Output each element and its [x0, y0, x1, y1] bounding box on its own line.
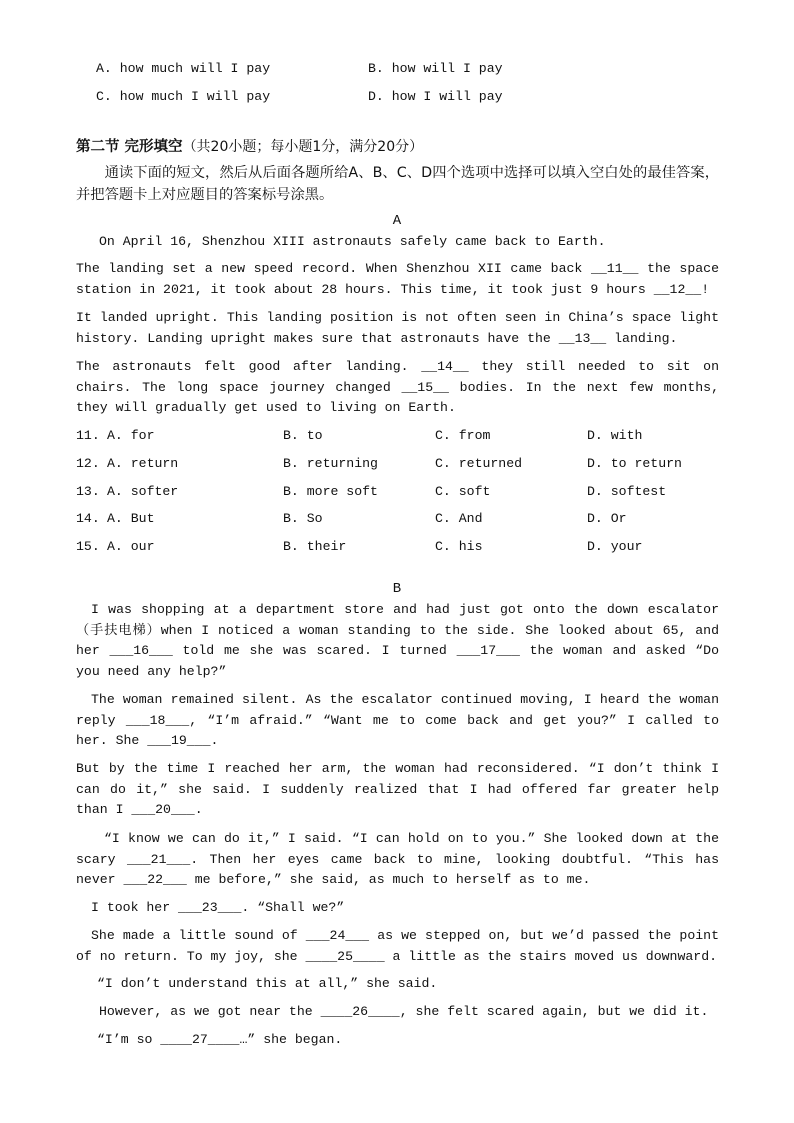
passage-b-p4: “I know we can do it,” I said. “I can hold on to you.” She looked down at the scary ___21___. Then her eyes came back to mine, looking doubtful. “This has never ___22___ me before,” she said, as much to herself as to me.: [76, 831, 719, 888]
question-number: 14.: [76, 511, 100, 526]
question-option-b: B. returning: [283, 456, 378, 471]
prev-option-d: D. how I will pay: [368, 89, 503, 104]
question-option-c: C. soft: [435, 484, 491, 499]
passage-a-label: A: [392, 213, 402, 229]
question-option-a: A. softer: [107, 484, 179, 499]
passage-b-p2: The woman remained silent. As the escalator continued moving, I heard the woman reply ___18___, “I’m afraid.” “Want me to come back and get you?” I called to her. She ___19___.: [76, 692, 719, 749]
passage-b-p6: She made a little sound of ___24___ as we stepped on, but we’d passed the point of no return. To my joy, she ____25____ a little as the stairs moved us downward.: [76, 928, 719, 964]
question-option-c: C. returned: [435, 456, 523, 471]
passage-b-p5: I took her ___23___. “Shall we?”: [91, 900, 345, 915]
passage-b-p7: “I don’t understand this at all,” she said.: [97, 976, 438, 991]
passage-a-p4: The astronauts felt good after landing. __14__ they still needed to sit on chairs. The long space journey changed __15__ bodies. In the next few months, they will gradually get used to living on Earth.: [76, 359, 719, 416]
question-number: 12.: [76, 456, 100, 471]
question-option-b: B. more soft: [283, 484, 378, 499]
question-option-d: D. with: [587, 428, 643, 443]
passage-b-p1: I was shopping at a department store and had just got onto the down escalator（手扶电梯）when I noticed a woman standing to the side. She looked about 65, and her ___16___ told me she was scared. I turned ___17___ the woman and asked “Do you need any help?”: [76, 602, 719, 679]
passage-a-p3: It landed upright. This landing position is not often seen in China’s space light history. Landing upright makes sure that astronauts have the __13__ landing.: [76, 310, 719, 346]
question-option-a: A. return: [107, 456, 179, 471]
question-option-d: D. softest: [587, 484, 667, 499]
question-option-a: A. But: [107, 511, 155, 526]
passage-a-p2: The landing set a new speed record. When Shenzhou XII came back __11__ the space station in 2021, it took about 28 hours. This time, it took just 9 hours __12__!: [76, 261, 719, 297]
question-option-b: B. to: [283, 428, 323, 443]
question-option-b: B. their: [283, 539, 347, 554]
section-instructions: 通读下面的短文，然后从后面各题所给A、B、C、D四个选项中选择可以填入空白处的最佳答案，并把答题卡上对应题目的答案标号涂黑。: [76, 165, 719, 203]
prev-option-a: A. how much will I pay: [96, 61, 271, 76]
question-number: 13.: [76, 484, 100, 499]
question-number: 11.: [76, 428, 100, 443]
prev-option-c: C. how much I will pay: [96, 89, 271, 104]
passage-b-p8: However, as we got near the ____26____, she felt scared again, but we did it.: [99, 1004, 709, 1019]
question-option-c: C. his: [435, 539, 483, 554]
question-option-a: A. for: [107, 428, 155, 443]
question-option-c: C. from: [435, 428, 491, 443]
passage-b-p3: But by the time I reached her arm, the woman had reconsidered. “I don’t think I can do it,” she said. I suddenly realized that I had offered far greater help than I ___20___.: [76, 761, 719, 818]
passage-b-p9: “I’m so ____27____…” she began.: [97, 1032, 343, 1047]
question-option-c: C. And: [435, 511, 483, 526]
passage-a-p1: On April 16, Shenzhou XIII astronauts safely came back to Earth.: [99, 234, 606, 249]
section-score: （共20小题；每小题1分，满分20分）: [182, 139, 424, 155]
passage-b-label: B: [392, 581, 402, 597]
question-option-d: D. Or: [587, 511, 627, 526]
question-option-b: B. So: [283, 511, 323, 526]
section-title: 第二节 完形填空: [76, 139, 183, 155]
question-option-d: D. your: [587, 539, 643, 554]
section-heading: [76, 135, 423, 156]
question-option-d: D. to return: [587, 456, 682, 471]
question-option-a: A. our: [107, 539, 155, 554]
question-number: 15.: [76, 539, 100, 554]
prev-option-b: B. how will I pay: [368, 61, 503, 76]
